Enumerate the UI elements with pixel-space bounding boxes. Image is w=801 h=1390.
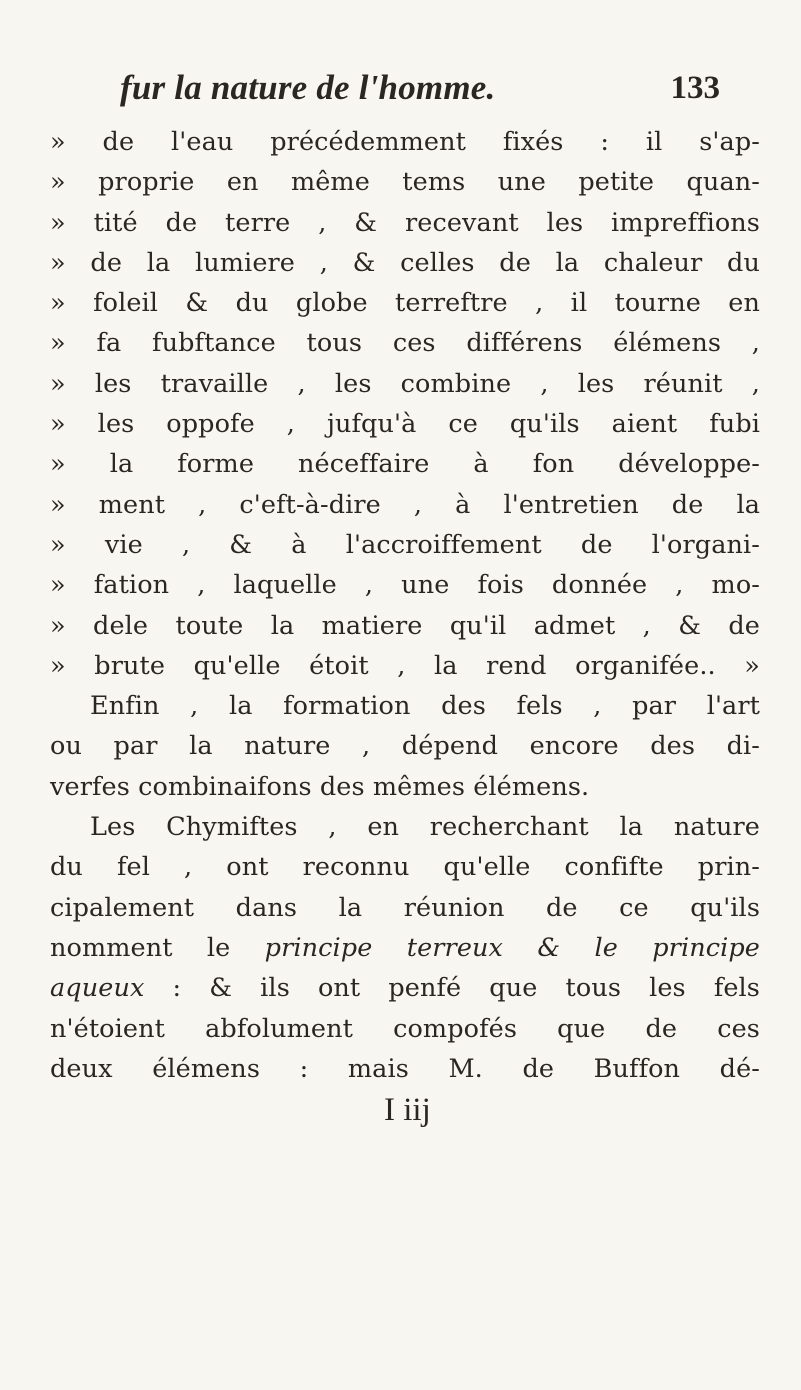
italic-term: aqueux <box>50 973 145 1004</box>
text-line: » brute qu'elle étoit , la rend organifée.. » <box>50 650 760 681</box>
text-line: » la forme néceffaire à fon développe- <box>50 449 760 480</box>
text-line: » dele toute la matiere qu'il admet , & de <box>50 610 760 641</box>
italic-term: le principe <box>594 932 760 963</box>
page-number: 133 <box>670 70 720 106</box>
text-line: cipalement dans la réunion de ce qu'ils <box>50 892 760 923</box>
body-text <box>50 122 760 1089</box>
italic-term: principe terreux <box>264 932 504 963</box>
text-line: » fa fubftance tous ces différens élémens , <box>50 328 760 359</box>
running-title: fur la nature de l'homme. <box>120 68 496 107</box>
text-line: deux élémens : mais M. de Buffon dé- <box>50 1053 760 1084</box>
text-line: » ment , c'eft-à-dire , à l'entretien de la <box>50 489 760 520</box>
text-line: ou par la nature , dépend encore des di- <box>50 731 760 762</box>
page-header <box>120 68 720 118</box>
paragraph-start-line: Les Chymiftes , en recherchant la nature <box>90 812 760 843</box>
text-line: » proprie en même tems une petite quan- <box>50 167 760 198</box>
text-line: n'étoient abfolument compofés que de ces <box>50 1013 760 1044</box>
italic-ampersand: & <box>503 932 595 963</box>
text-line: » les travaille , les combine , les réunit , <box>50 368 760 399</box>
text-segment: nomment le <box>50 932 231 963</box>
text-line: » foleil & du globe terreftre , il tourne en <box>50 288 760 319</box>
text-line-with-italics <box>50 928 760 968</box>
signature-mark: I iij <box>384 1092 431 1128</box>
text-line-with-italics <box>50 968 760 1008</box>
text-line: » fation , laquelle , une fois donnée , mo- <box>50 570 760 601</box>
text-line: » de l'eau précédemment fixés : il s'ap- <box>50 127 760 157</box>
text-line: » vie , & à l'accroiffement de l'organi- <box>50 529 760 560</box>
text-line: » tité de terre , & recevant les impreffions <box>50 207 760 238</box>
text-line: » les oppofe , jufqu'à ce qu'ils aient fubi <box>50 409 760 440</box>
text-segment: : & ils ont penfé que tous les fels <box>144 973 760 1004</box>
paragraph-start-line: Enfin , la formation des fels , par l'art <box>90 691 760 722</box>
text-line: verfes combinaifons des mêmes élémens. <box>50 771 590 802</box>
text-line: du fel , ont reconnu qu'elle confifte prin- <box>50 852 760 883</box>
text-line: » de la lumiere , & celles de la chaleur du <box>50 247 760 278</box>
